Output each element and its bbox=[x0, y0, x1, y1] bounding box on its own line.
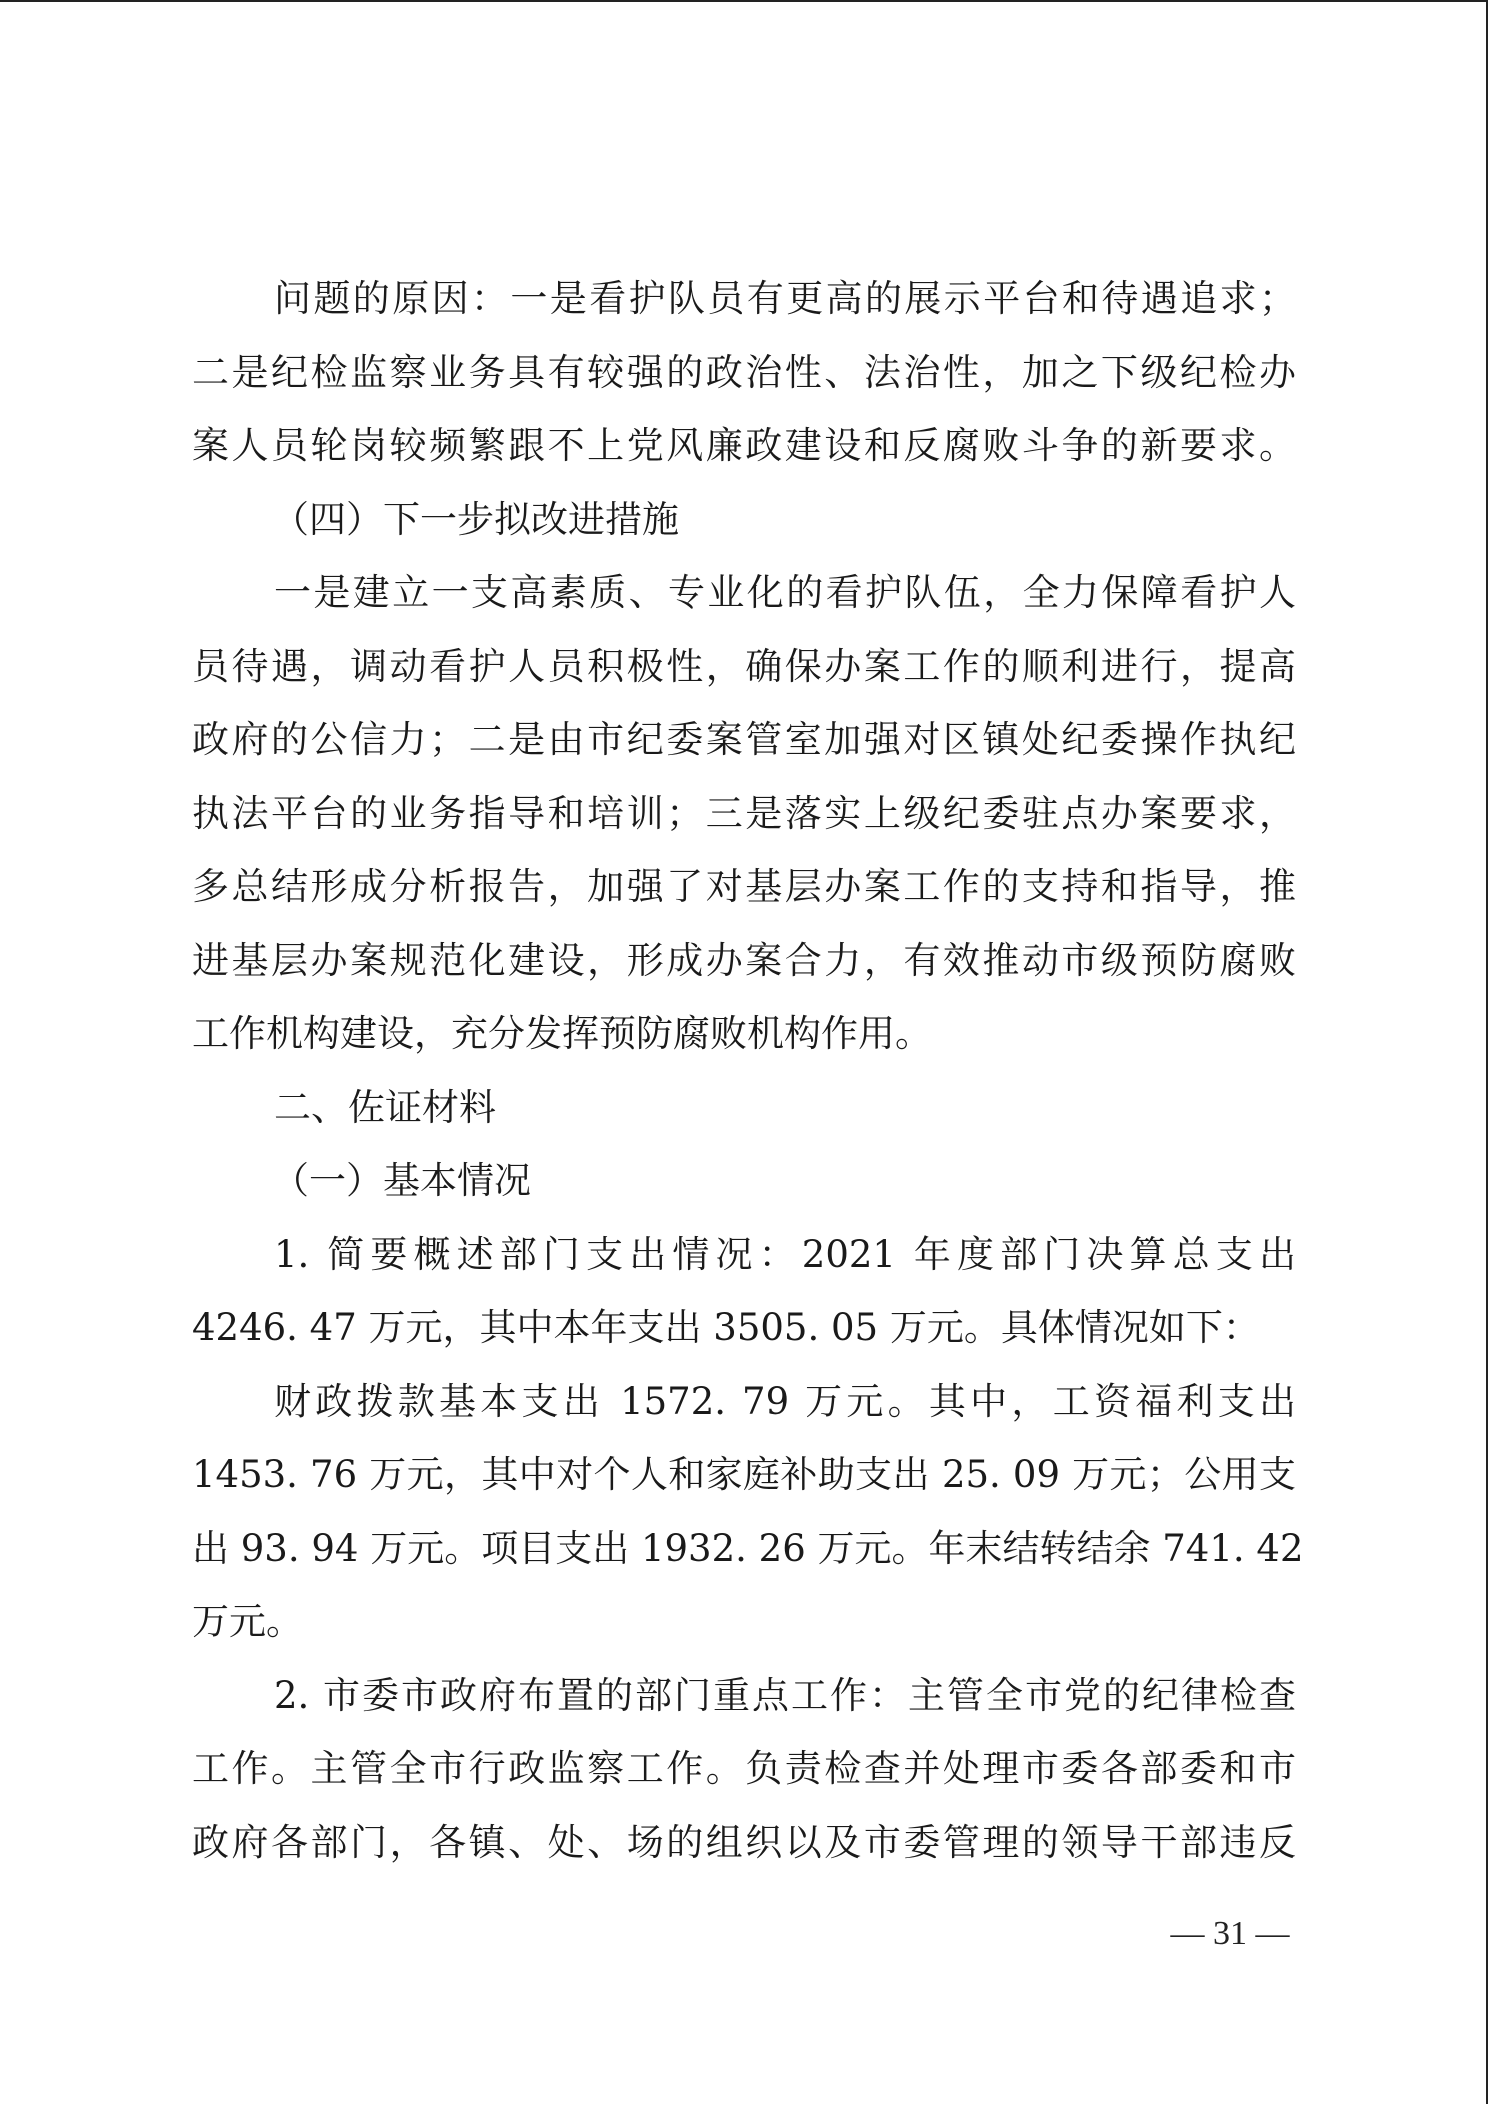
text-line: 出 93. 94 万元。项目支出 1932. 26 万元。年末结转结余 741. 42 bbox=[192, 1526, 1304, 1570]
page-border-top bbox=[0, 0, 1488, 2]
text-line: 一是建立一支高素质、专业化的看护队伍，全力保障看护人 bbox=[274, 571, 1296, 614]
text-line: 4246. 47 万元，其中本年支出 3505. 05 万元。具体情况如下： bbox=[192, 1306, 1260, 1349]
document-body bbox=[192, 262, 1304, 1879]
text-line: 政府的公信力；二是由市纪委案管室加强对区镇处纪委操作执纪 bbox=[192, 718, 1296, 761]
text-line: 政府各部门，各镇、处、场的组织以及市委管理的领导干部违反 bbox=[192, 1820, 1296, 1864]
subsection-heading: （一）基本情况 bbox=[272, 1159, 531, 1202]
text-line: 二是纪检监察业务具有较强的政治性、法治性，加之下级纪检办 bbox=[192, 350, 1296, 394]
text-line: 财政拨款基本支出 1572. 79 万元。其中，工资福利支出 bbox=[274, 1379, 1296, 1423]
text-line: 工作机构建设，充分发挥预防腐败机构作用。 bbox=[192, 1012, 932, 1055]
text-line: 1453. 76 万元，其中对个人和家庭补助支出 25. 09 万元；公用支 bbox=[192, 1453, 1296, 1496]
text-line: 1. 简要概述部门支出情况：2021 年度部门决算总支出 bbox=[274, 1232, 1296, 1276]
text-line: 执法平台的业务指导和培训；三是落实上级纪委驻点办案要求， bbox=[192, 791, 1296, 835]
text-line: 案人员轮岗较频繁跟不上党风廉政建设和反腐败斗争的新要求。 bbox=[192, 424, 1296, 467]
page-number: — 31 — bbox=[1170, 1915, 1290, 1952]
section-heading: （四）下一步拟改进措施 bbox=[272, 497, 679, 541]
text-line: 问题的原因：一是看护队员有更高的展示平台和待遇追求； bbox=[274, 277, 1296, 320]
text-line: 工作。主管全市行政监察工作。负责检查并处理市委各部委和市 bbox=[192, 1747, 1296, 1790]
section-heading: 二、佐证材料 bbox=[274, 1085, 496, 1129]
text-line: 万元。 bbox=[192, 1600, 303, 1643]
text-line: 进基层办案规范化建设，形成办案合力，有效推动市级预防腐败 bbox=[192, 938, 1296, 982]
text-line: 多总结形成分析报告，加强了对基层办案工作的支持和指导，推 bbox=[192, 865, 1296, 908]
text-line: 员待遇，调动看护人员积极性，确保办案工作的顺利进行，提高 bbox=[192, 644, 1296, 688]
text-line: 2. 市委市政府布置的部门重点工作：主管全市党的纪律检查 bbox=[274, 1673, 1296, 1717]
